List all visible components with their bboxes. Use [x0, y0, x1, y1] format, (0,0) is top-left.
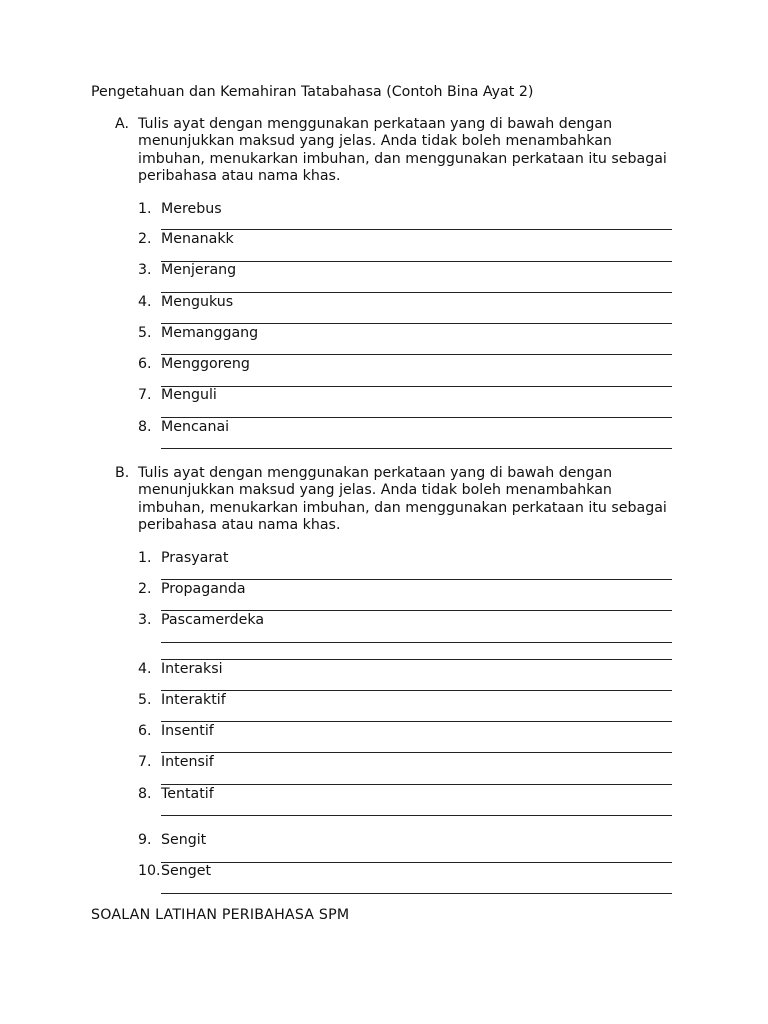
answer-line[interactable] — [161, 261, 672, 262]
section-b-letter: B. — [115, 465, 130, 481]
section-a-instruction — [138, 116, 698, 185]
item-number: 3. — [138, 262, 152, 278]
instruction-line: imbuhan, menukarkan imbuhan, dan menggunakan perkataan itu sebagai — [138, 499, 667, 516]
answer-line[interactable] — [161, 893, 672, 894]
answer-line[interactable] — [161, 784, 672, 785]
item-word: Interaksi — [161, 661, 223, 677]
item-word: Mencanai — [161, 419, 230, 435]
item-number: 1. — [138, 201, 152, 217]
instruction-line: menunjukkan maksud yang jelas. Anda tidak boleh menambahkan — [138, 133, 612, 150]
answer-line[interactable] — [161, 815, 672, 816]
item-number: 6. — [138, 723, 152, 739]
instruction-line: peribahasa atau nama khas. — [138, 167, 341, 184]
item-number: 4. — [138, 294, 152, 310]
item-number: 8. — [138, 419, 152, 435]
item-word: Interaktif — [161, 692, 226, 708]
item-number: 10. — [138, 863, 161, 879]
answer-line[interactable] — [161, 354, 672, 355]
item-word: Pascamerdeka — [161, 612, 265, 628]
item-word: Merebus — [161, 201, 222, 217]
answer-line[interactable] — [161, 579, 672, 580]
item-number: 2. — [138, 581, 152, 597]
answer-line[interactable] — [161, 690, 672, 691]
item-word: Menggoreng — [161, 356, 250, 372]
item-number: 4. — [138, 661, 152, 677]
answer-line[interactable] — [161, 642, 672, 643]
item-number: 7. — [138, 754, 152, 770]
answer-line[interactable] — [161, 721, 672, 722]
answer-line[interactable] — [161, 659, 672, 660]
item-word: Insentif — [161, 723, 214, 739]
answer-line[interactable] — [161, 752, 672, 753]
instruction-line: peribahasa atau nama khas. — [138, 516, 341, 533]
item-word: Sengit — [161, 832, 207, 848]
answer-line[interactable] — [161, 386, 672, 387]
item-number: 6. — [138, 356, 152, 372]
answer-line[interactable] — [161, 417, 672, 418]
section-a-letter: A. — [115, 116, 129, 132]
item-number: 1. — [138, 550, 152, 566]
item-word: Menguli — [161, 387, 217, 403]
answer-line[interactable] — [161, 229, 672, 230]
item-word: Senget — [161, 863, 212, 879]
answer-line[interactable] — [161, 610, 672, 611]
item-word: Memanggang — [161, 325, 259, 341]
item-number: 9. — [138, 832, 152, 848]
item-word: Menjerang — [161, 262, 237, 278]
answer-line[interactable] — [161, 448, 672, 449]
item-word: Propaganda — [161, 581, 246, 597]
item-word: Mengukus — [161, 294, 234, 310]
section-b-instruction — [138, 465, 698, 534]
item-word: Intensif — [161, 754, 214, 770]
answer-line[interactable] — [161, 323, 672, 324]
instruction-line: Tulis ayat dengan menggunakan perkataan yang di bawah dengan — [138, 116, 613, 132]
footer-heading: SOALAN LATIHAN PERIBAHASA SPM — [91, 907, 350, 923]
instruction-line: menunjukkan maksud yang jelas. Anda tidak boleh menambahkan — [138, 482, 612, 499]
item-number: 7. — [138, 387, 152, 403]
instruction-line: Tulis ayat dengan menggunakan perkataan yang di bawah dengan — [138, 465, 613, 481]
page-title: Pengetahuan dan Kemahiran Tatabahasa (Contoh Bina Ayat 2) — [91, 84, 534, 100]
item-number: 3. — [138, 612, 152, 628]
item-word: Prasyarat — [161, 550, 229, 566]
answer-line[interactable] — [161, 292, 672, 293]
item-word: Tentatif — [161, 786, 214, 802]
instruction-line: imbuhan, menukarkan imbuhan, dan menggunakan perkataan itu sebagai — [138, 150, 667, 167]
answer-line[interactable] — [161, 862, 672, 863]
item-number: 5. — [138, 325, 152, 341]
item-number: 8. — [138, 786, 152, 802]
item-number: 2. — [138, 231, 152, 247]
item-word: Menanakk — [161, 231, 234, 247]
item-number: 5. — [138, 692, 152, 708]
